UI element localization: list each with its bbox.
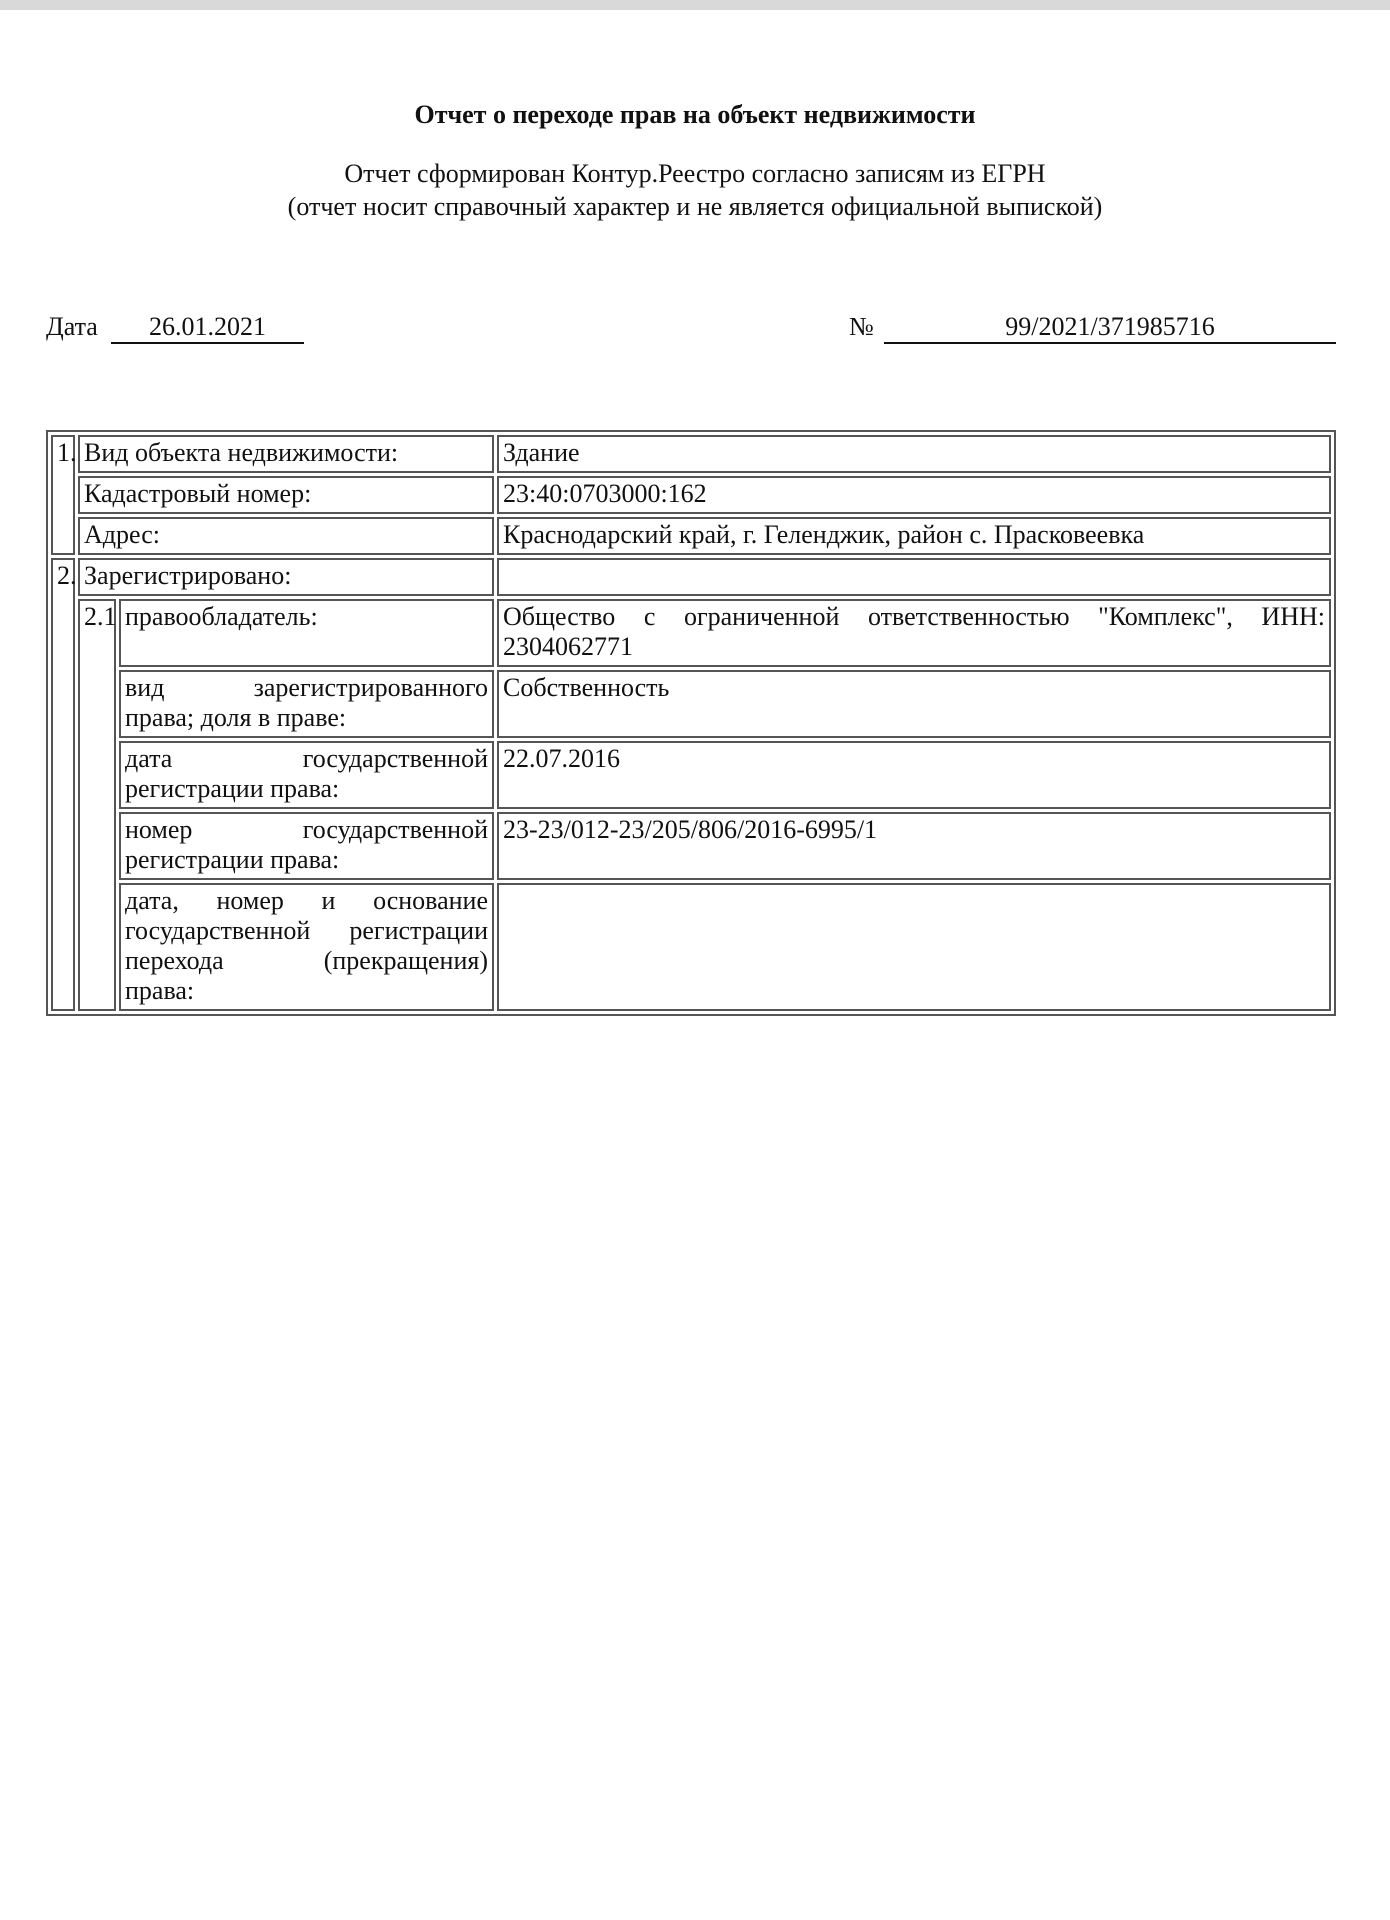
reg-date-label-line-1: дата государственной — [125, 744, 489, 773]
subtitle-line-1: Отчет сформирован Контур.Реестро согласно записям из ЕГРН — [344, 159, 1046, 188]
transfer-label-line-3: перехода (прекращения) — [125, 946, 489, 975]
holder-label: правообладатель: — [119, 599, 494, 667]
reg-number-value: 23-23/012-23/205/806/2016-6995/1 — [497, 812, 1331, 880]
holder-value-line-1: Общество с ограниченной ответственностью "Комплекс", ИНН: — [503, 602, 1325, 631]
subsection-2-1-number: 2.1 — [78, 599, 116, 1011]
reg-date-label — [119, 741, 494, 809]
table-row — [51, 517, 1331, 555]
document-subtitle — [0, 157, 1390, 223]
reg-number-label — [119, 812, 494, 880]
number-label: № — [849, 312, 874, 341]
transfer-label — [119, 883, 494, 1011]
right-type-label-line-1: вид зарегистрированного — [125, 673, 489, 702]
table-row — [51, 599, 1331, 667]
table-row — [51, 435, 1331, 473]
object-type-value: Здание — [497, 435, 1331, 473]
cadastral-label: Кадастровый номер: — [78, 476, 494, 514]
holder-value — [497, 599, 1331, 667]
date-label: Дата — [46, 312, 98, 341]
subtitle-line-2: (отчет носит справочный характер и не является официальной выпиской) — [287, 192, 1103, 221]
table-row — [51, 558, 1331, 596]
top-scroll-edge — [0, 0, 1390, 10]
holder-value-line-2: 2304062771 — [503, 632, 634, 661]
table-row — [51, 812, 1331, 880]
date-value: 26.01.2021 — [111, 312, 304, 344]
table-row — [51, 883, 1331, 1011]
right-type-label-line-2: права; доля в праве: — [125, 703, 347, 732]
registered-label: Зарегистрировано: — [78, 558, 494, 596]
reg-number-label-line-2: регистрации права: — [125, 845, 340, 874]
document-title: Отчет о переходе прав на объект недвижимости — [414, 100, 976, 129]
section-2-number: 2. — [51, 558, 75, 1011]
reg-date-value: 22.07.2016 — [497, 741, 1331, 809]
transfer-value — [497, 883, 1331, 1011]
reg-date-label-line-2: регистрации права: — [125, 774, 340, 803]
transfer-label-line-1: дата, номер и основание — [125, 886, 489, 915]
table-row — [51, 476, 1331, 514]
right-type-label — [119, 670, 494, 738]
cadastral-value: 23:40:0703000:162 — [497, 476, 1331, 514]
reg-number-label-line-1: номер государственной — [125, 815, 489, 844]
transfer-label-line-2: государственной регистрации — [125, 916, 489, 945]
report-table — [46, 430, 1336, 1016]
registered-value — [497, 558, 1331, 596]
section-1-number: 1. — [51, 435, 75, 555]
table-row — [51, 741, 1331, 809]
transfer-label-line-4: права: — [125, 976, 195, 1005]
table-row — [51, 670, 1331, 738]
right-type-value: Собственность — [497, 670, 1331, 738]
address-value: Краснодарский край, г. Геленджик, район с. Прасковеевка — [497, 517, 1331, 555]
address-label: Адрес: — [78, 517, 494, 555]
object-type-label: Вид объекта недвижимости: — [78, 435, 494, 473]
number-value: 99/2021/371985716 — [884, 312, 1336, 344]
